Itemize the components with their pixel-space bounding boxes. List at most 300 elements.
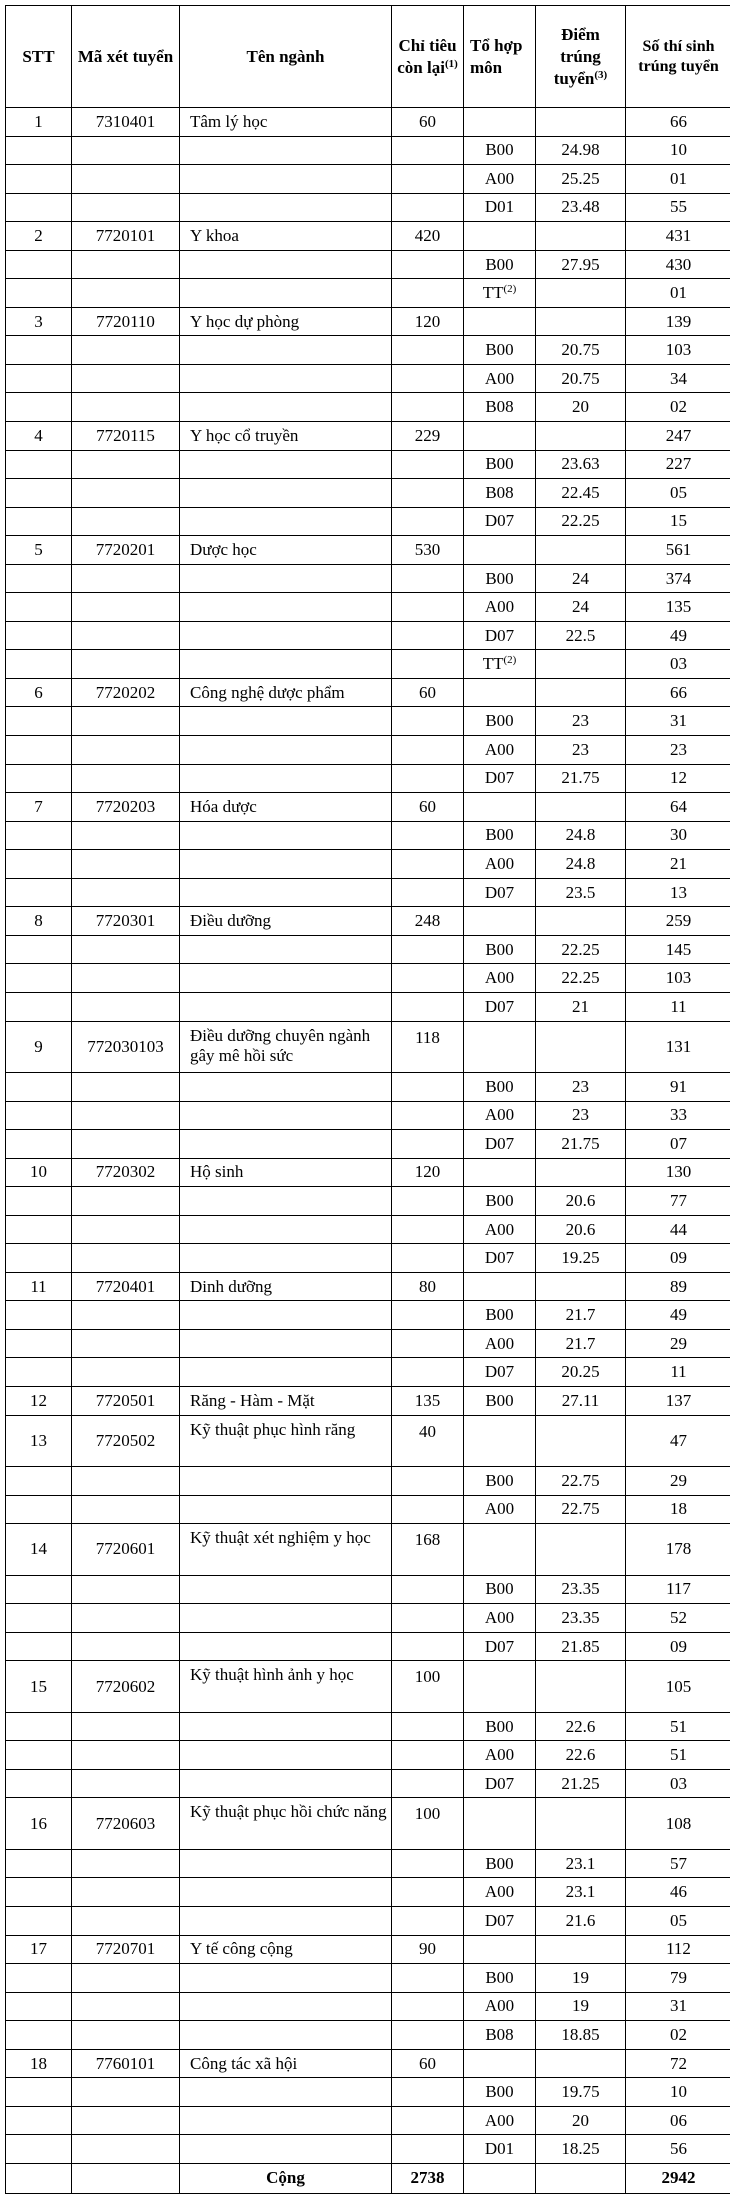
cell-diem [536,2021,626,2050]
cell-so-thi-sinh [626,222,730,251]
cell-ma-xet-tuyen-text: 7720302 [95,1162,156,1182]
cell-ma-xet-tuyen [72,507,180,536]
cell-stt [6,1935,72,1964]
cell-so-thi-sinh [626,422,730,451]
cell-so-thi-sinh-text: 01 [670,283,687,303]
cell-to-hop-mon-text: D07 [484,996,515,1016]
cell-diem-text: 23.1 [565,1853,596,1873]
cell-ma-xet-tuyen-text: 7310401 [95,111,156,131]
cell-so-thi-sinh-text: 66 [670,111,687,131]
cell-chi-tieu [392,850,464,879]
cell-to-hop-mon-text: B00 [485,1076,514,1096]
cell-stt [6,1741,72,1770]
cell-to-hop-mon-text: D07 [484,511,515,531]
table-row [6,1329,730,1358]
cell-chi-tieu [392,1712,464,1741]
cell-ma-xet-tuyen-text: 7720501 [95,1390,156,1410]
cell-stt [6,1524,72,1576]
cell-ma-xet-tuyen [72,1244,180,1273]
cell-so-thi-sinh [626,136,730,165]
cell-to-hop-mon-text: B00 [485,1390,514,1410]
cell-to-hop-mon [464,193,536,222]
cell-to-hop-mon [464,1741,536,1770]
cell-to-hop-mon-text: B00 [485,939,514,959]
cell-to-hop-mon [464,1329,536,1358]
cell-so-thi-sinh [626,878,730,907]
cell-diem [536,536,626,565]
cell-diem-text: 23 [572,1076,589,1096]
cell-chi-tieu [392,307,464,336]
cell-diem [536,1632,626,1661]
cell-chi-tieu [392,1878,464,1907]
cell-ma-xet-tuyen [72,1073,180,1102]
cell-so-thi-sinh-text: 18 [670,1499,687,1519]
cell-to-hop-mon [464,707,536,736]
cell-so-thi-sinh-text: 31 [670,711,687,731]
cell-diem [536,279,626,308]
cell-diem [536,1073,626,1102]
cell-diem-text: 20 [572,397,589,417]
cell-ten-nganh-text: Dinh dưỡng [190,1276,272,1296]
cell-diem [536,793,626,822]
cell-ten-nganh [180,1964,392,1993]
cell-chi-tieu [392,1769,464,1798]
cell-ten-nganh [180,336,392,365]
cell-ten-nganh [180,1467,392,1496]
cell-chi-tieu [392,1244,464,1273]
cell-stt [6,1415,72,1467]
table-row [6,736,730,765]
table-row [6,279,730,308]
cell-ten-nganh [180,1712,392,1741]
cell-so-thi-sinh [626,1741,730,1770]
total-chi-tieu: 2738 [392,2163,464,2193]
cell-to-hop-mon-text: D07 [484,1636,515,1656]
cell-so-thi-sinh-text: 145 [665,939,692,959]
cell-diem-text: 22.45 [561,482,600,502]
cell-so-thi-sinh-text: 51 [670,1745,687,1765]
cell-to-hop-mon-text: B00 [485,1305,514,1325]
cell-chi-tieu [392,821,464,850]
table-row [6,907,730,936]
cell-to-hop-mon [464,1878,536,1907]
cell-chi-tieu [392,1467,464,1496]
cell-diem [536,907,626,936]
table-row [6,108,730,137]
cell-so-thi-sinh [626,279,730,308]
cell-chi-tieu [392,279,464,308]
cell-to-hop-mon [464,307,536,336]
cell-ma-xet-tuyen-text: 7720502 [95,1430,156,1450]
table-row [6,793,730,822]
cell-ten-nganh [180,1215,392,1244]
cell-ma-xet-tuyen-text: 7720602 [95,1676,156,1696]
cell-diem-text: 21.75 [561,768,600,788]
cell-so-thi-sinh-text: 05 [670,1910,687,1930]
cell-so-thi-sinh [626,2021,730,2050]
cell-chi-tieu [392,736,464,765]
cell-to-hop-mon-text: A00 [484,1996,515,2016]
cell-stt-text: 2 [34,225,43,245]
table-row [6,1158,730,1187]
cell-ten-nganh [180,1661,392,1713]
cell-stt [6,1215,72,1244]
cell-to-hop-mon [464,1387,536,1416]
table-row [6,222,730,251]
cell-ma-xet-tuyen [72,621,180,650]
cell-diem-text: 22.25 [561,968,600,988]
cell-stt [6,1387,72,1416]
cell-ten-nganh [180,678,392,707]
cell-chi-tieu [392,1021,464,1073]
cell-ma-xet-tuyen [72,564,180,593]
cell-diem-text: 22.25 [561,939,600,959]
cell-diem-text: 22.5 [565,625,596,645]
cell-stt [6,450,72,479]
cell-stt [6,964,72,993]
cell-to-hop-mon-text: B00 [485,1716,514,1736]
cell-stt [6,1604,72,1633]
cell-ma-xet-tuyen [72,935,180,964]
cell-chi-tieu [392,2106,464,2135]
cell-to-hop-mon-text: D01 [484,197,515,217]
cell-ma-xet-tuyen-text: 7720601 [95,1539,156,1559]
cell-to-hop-mon [464,1798,536,1850]
cell-ten-nganh [180,2049,392,2078]
cell-stt [6,2021,72,2050]
cell-stt [6,1301,72,1330]
cell-ten-nganh [180,621,392,650]
cell-to-hop-mon [464,450,536,479]
cell-stt [6,165,72,194]
cell-so-thi-sinh-text: 79 [670,1967,687,1987]
cell-chi-tieu [392,1215,464,1244]
cell-so-thi-sinh [626,1769,730,1798]
cell-to-hop-mon [464,2049,536,2078]
cell-to-hop-mon [464,165,536,194]
cell-ma-xet-tuyen [72,1878,180,1907]
cell-chi-tieu-text: 60 [419,2053,436,2073]
cell-chi-tieu-text: 100 [414,1804,441,1824]
cell-so-thi-sinh [626,1661,730,1713]
cell-to-hop-mon [464,1524,536,1576]
cell-diem [536,1329,626,1358]
cell-ma-xet-tuyen [72,736,180,765]
cell-so-thi-sinh-text: 130 [665,1162,692,1182]
cell-to-hop-mon-text: D07 [484,1362,515,1382]
cell-diem [536,1604,626,1633]
cell-diem-text: 23.35 [561,1607,600,1627]
cell-stt [6,1907,72,1936]
total-label: Cộng [180,2163,392,2193]
cell-to-hop-mon-text: D07 [484,1133,515,1153]
cell-so-thi-sinh-text: 139 [665,311,692,331]
cell-ten-nganh-text: Y học dự phòng [190,311,300,331]
cell-diem [536,1495,626,1524]
header-chi-tieu: Chỉ tiêu còn lại$^{(1)}$ [392,6,464,108]
cell-chi-tieu-text: 80 [419,1276,436,1296]
cell-so-thi-sinh-text: 64 [670,796,687,816]
cell-ma-xet-tuyen [72,821,180,850]
cell-ten-nganh [180,1798,392,1850]
cell-so-thi-sinh [626,165,730,194]
table-row [6,850,730,879]
cell-to-hop-mon-text: B00 [485,1579,514,1599]
cell-diem-text: 21 [572,996,589,1016]
cell-to-hop-mon [464,1849,536,1878]
cell-stt [6,250,72,279]
cell-to-hop-mon [464,764,536,793]
cell-ma-xet-tuyen [72,907,180,936]
cell-to-hop-mon [464,2078,536,2107]
cell-stt [6,1021,72,1073]
cell-stt [6,1272,72,1301]
cell-so-thi-sinh-text: 91 [670,1076,687,1096]
table-row [6,307,730,336]
cell-so-thi-sinh-text: 108 [665,1813,692,1833]
cell-chi-tieu [392,1604,464,1633]
cell-to-hop-mon-text: A00 [484,2110,515,2130]
cell-so-thi-sinh [626,593,730,622]
cell-ten-nganh [180,878,392,907]
cell-diem [536,1907,626,1936]
cell-so-thi-sinh [626,621,730,650]
cell-to-hop-mon [464,536,536,565]
cell-to-hop-mon [464,108,536,137]
cell-chi-tieu [392,1798,464,1850]
cell-to-hop-mon-text: A00 [484,1607,515,1627]
cell-to-hop-mon [464,736,536,765]
cell-ten-nganh [180,507,392,536]
table-row [6,1073,730,1102]
cell-diem [536,1387,626,1416]
cell-so-thi-sinh-text: 44 [670,1219,687,1239]
cell-chi-tieu [392,1101,464,1130]
cell-ten-nganh [180,450,392,479]
cell-ma-xet-tuyen [72,108,180,137]
cell-ten-nganh [180,307,392,336]
cell-so-thi-sinh [626,1467,730,1496]
cell-diem [536,992,626,1021]
cell-to-hop-mon [464,1964,536,1993]
cell-chi-tieu [392,907,464,936]
cell-diem [536,1661,626,1713]
cell-diem [536,1101,626,1130]
cell-chi-tieu-text: 100 [414,1667,441,1687]
cell-diem-text: 19.25 [561,1248,600,1268]
cell-ma-xet-tuyen [72,1187,180,1216]
cell-ten-nganh [180,1021,392,1073]
cell-to-hop-mon [464,222,536,251]
cell-stt [6,222,72,251]
cell-ma-xet-tuyen [72,536,180,565]
cell-so-thi-sinh [626,507,730,536]
cell-ten-nganh [180,536,392,565]
cell-to-hop-mon-text: B00 [485,1190,514,1210]
cell-stt [6,1358,72,1387]
cell-to-hop-mon-text: B00 [485,1853,514,1873]
cell-ten-nganh [180,1632,392,1661]
cell-diem [536,1215,626,1244]
cell-ma-xet-tuyen-text: 7720202 [95,682,156,702]
footnote-2: (2) [503,283,517,296]
cell-so-thi-sinh-text: 55 [670,197,687,217]
cell-ma-xet-tuyen [72,1604,180,1633]
table-row [6,1495,730,1524]
cell-ten-nganh [180,964,392,993]
cell-to-hop-mon-text: B00 [485,1967,514,1987]
cell-so-thi-sinh-text: 46 [670,1882,687,1902]
cell-diem-text: 23.63 [561,454,600,474]
cell-diem [536,1524,626,1576]
cell-so-thi-sinh-text: 29 [670,1470,687,1490]
cell-chi-tieu [392,1329,464,1358]
cell-so-thi-sinh [626,2078,730,2107]
cell-so-thi-sinh-text: 11 [670,1362,687,1382]
cell-diem [536,422,626,451]
cell-stt-text: 10 [30,1162,47,1182]
table-row [6,593,730,622]
cell-so-thi-sinh-text: 105 [665,1676,692,1696]
cell-chi-tieu [392,222,464,251]
cell-so-thi-sinh [626,1215,730,1244]
cell-to-hop-mon-text: A00 [484,597,515,617]
cell-to-hop-mon-text: A00 [484,368,515,388]
cell-so-thi-sinh [626,1187,730,1216]
cell-chi-tieu [392,678,464,707]
cell-so-thi-sinh [626,1415,730,1467]
cell-chi-tieu [392,1524,464,1576]
cell-ma-xet-tuyen [72,1158,180,1187]
cell-ma-xet-tuyen [72,165,180,194]
cell-diem-text: 23 [572,1105,589,1125]
cell-diem-text: 27.11 [561,1390,600,1410]
cell-ma-xet-tuyen [72,1101,180,1130]
cell-ten-nganh [180,1301,392,1330]
cell-ma-xet-tuyen [72,707,180,736]
cell-chi-tieu [392,964,464,993]
cell-to-hop-mon-text: B00 [485,825,514,845]
cell-chi-tieu [392,1741,464,1770]
table-row [6,1798,730,1850]
cell-ma-xet-tuyen-text: 7720115 [96,425,155,445]
cell-so-thi-sinh [626,2135,730,2164]
cell-ten-nganh-text: Công nghệ dược phẩm [190,682,345,702]
cell-diem [536,764,626,793]
table-row [6,1712,730,1741]
cell-chi-tieu [392,650,464,679]
cell-chi-tieu [392,536,464,565]
cell-ten-nganh-text: Hộ sinh [190,1162,244,1182]
cell-ten-nganh [180,136,392,165]
table-row [6,1358,730,1387]
cell-ten-nganh [180,650,392,679]
cell-ten-nganh [180,1495,392,1524]
cell-chi-tieu-text: 248 [414,911,441,931]
cell-stt [6,1992,72,2021]
cell-ten-nganh-text: Dược học [190,539,257,559]
cell-diem [536,136,626,165]
cell-diem [536,1301,626,1330]
cell-ten-nganh [180,1387,392,1416]
cell-diem [536,1798,626,1850]
cell-chi-tieu [392,992,464,1021]
cell-to-hop-mon [464,1021,536,1073]
cell-to-hop-mon-text: A00 [484,168,515,188]
cell-to-hop-mon [464,1495,536,1524]
cell-to-hop-mon [464,2106,536,2135]
cell-ten-nganh [180,1272,392,1301]
cell-ma-xet-tuyen [72,250,180,279]
cell-so-thi-sinh [626,1387,730,1416]
cell-ten-nganh [180,1329,392,1358]
cell-to-hop-mon [464,1712,536,1741]
cell-to-hop-mon-text: B08 [485,2024,514,2044]
cell-diem-text: 23.35 [561,1579,600,1599]
cell-to-hop-mon-text: D07 [484,882,515,902]
cell-to-hop-mon-text: B08 [485,482,514,502]
cell-so-thi-sinh-text: 30 [670,825,687,845]
cell-ma-xet-tuyen [72,850,180,879]
cell-stt-text: 17 [30,1939,47,1959]
cell-diem-text: 23 [572,739,589,759]
cell-ma-xet-tuyen [72,1992,180,2021]
table-row [6,422,730,451]
cell-ma-xet-tuyen [72,1798,180,1850]
cell-stt [6,136,72,165]
cell-to-hop-mon [464,1073,536,1102]
cell-stt [6,907,72,936]
cell-ma-xet-tuyen [72,678,180,707]
cell-so-thi-sinh-text: 259 [665,911,692,931]
cell-so-thi-sinh-text: 09 [670,1248,687,1268]
cell-so-thi-sinh [626,1604,730,1633]
cell-ma-xet-tuyen [72,2135,180,2164]
cell-ten-nganh [180,479,392,508]
cell-to-hop-mon [464,878,536,907]
cell-stt [6,992,72,1021]
cell-chi-tieu-text: 90 [419,1939,436,1959]
cell-stt [6,2049,72,2078]
cell-diem [536,821,626,850]
cell-ma-xet-tuyen [72,992,180,1021]
cell-chi-tieu [392,2021,464,2050]
cell-ten-nganh-text: Răng - Hàm - Mặt [190,1390,315,1410]
cell-chi-tieu [392,1187,464,1216]
cell-to-hop-mon [464,1158,536,1187]
cell-to-hop-mon-text: A00 [484,1105,515,1125]
cell-stt-text: 6 [34,682,43,702]
cell-so-thi-sinh [626,1329,730,1358]
table-row [6,707,730,736]
cell-so-thi-sinh [626,1712,730,1741]
cell-diem [536,1964,626,1993]
cell-ten-nganh [180,2078,392,2107]
table-row [6,1021,730,1073]
cell-to-hop-mon [464,279,536,308]
cell-diem-text: 18.85 [561,2024,600,2044]
cell-chi-tieu [392,2078,464,2107]
cell-so-thi-sinh [626,193,730,222]
cell-ma-xet-tuyen-text: 7720101 [95,225,156,245]
cell-ten-nganh [180,935,392,964]
cell-to-hop-mon [464,2021,536,2050]
cell-ma-xet-tuyen-text: 7720110 [96,311,155,331]
cell-chi-tieu [392,479,464,508]
cell-ten-nganh [180,1907,392,1936]
cell-diem-text: 24.8 [565,853,596,873]
cell-stt-text: 14 [30,1539,47,1559]
